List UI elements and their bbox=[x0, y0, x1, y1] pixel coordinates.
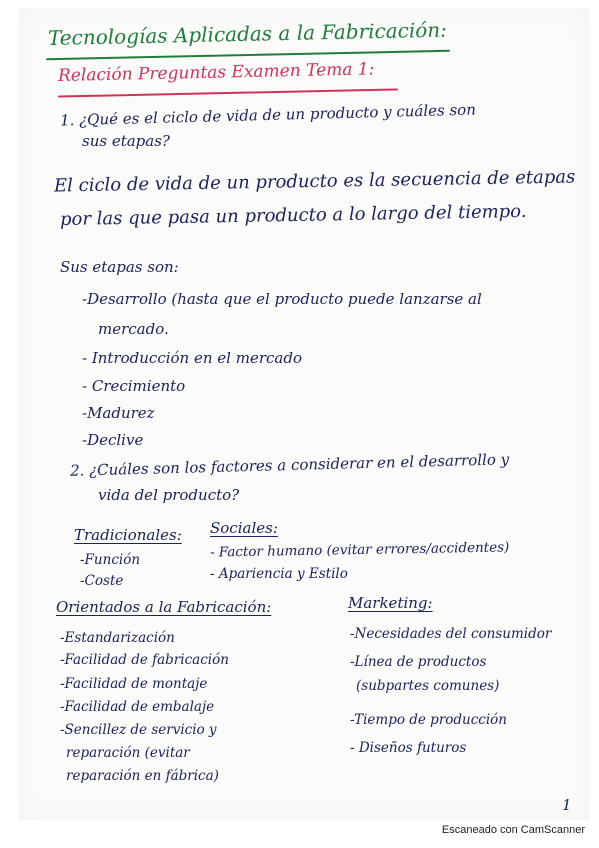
group-heading-sociales: Sociales: bbox=[210, 519, 278, 537]
title-underline bbox=[46, 50, 450, 60]
list-item: - Factor humano (evitar errores/accidentes) bbox=[209, 539, 510, 561]
list-item: -Facilidad de montaje bbox=[60, 676, 208, 692]
answer-1-line-1: El ciclo de vida de un producto es la secuencia de etapas bbox=[53, 166, 576, 197]
stages-heading: Sus etapas son: bbox=[60, 258, 179, 276]
list-item: -Necesidades del consumidor bbox=[350, 626, 552, 642]
list-item: -Función bbox=[80, 552, 141, 568]
notebook-page bbox=[18, 8, 590, 820]
stage-item: - Crecimiento bbox=[82, 377, 186, 395]
list-item: - Diseños futuros bbox=[350, 740, 467, 756]
stage-item: - Introducción en el mercado bbox=[82, 349, 302, 367]
question-1-line-2: sus etapas? bbox=[82, 132, 170, 150]
subtitle-underline bbox=[58, 88, 398, 97]
question-1-line-1: 1. ¿Qué es el ciclo de vida de un producto y cuáles son bbox=[59, 100, 477, 130]
group-heading-marketing: Marketing: bbox=[348, 594, 433, 612]
scanner-watermark: Escaneado con CamScanner bbox=[441, 824, 585, 836]
question-2-line-1: 2. ¿Cuáles son los factores a considerar en el desarrollo y bbox=[69, 450, 510, 480]
page-title: Tecnologías Aplicadas a la Fabricación: bbox=[47, 17, 448, 50]
stage-item: -Declive bbox=[82, 431, 144, 449]
list-item: reparación en fábrica) bbox=[66, 768, 219, 784]
list-item: -Facilidad de fabricación bbox=[60, 652, 229, 668]
answer-1-line-2: por las que pasa un producto a lo largo del tiempo. bbox=[59, 200, 527, 231]
list-item: (subpartes comunes) bbox=[356, 678, 500, 694]
group-heading-orientados: Orientados a la Fabricación: bbox=[56, 598, 272, 616]
list-item: -Línea de productos bbox=[350, 654, 487, 670]
list-item: -Sencillez de servicio y bbox=[60, 722, 217, 738]
stage-item: -Madurez bbox=[82, 404, 155, 422]
list-item: -Estandarización bbox=[60, 630, 175, 646]
list-item: -Coste bbox=[80, 573, 124, 589]
list-item: - Apariencia y Estilo bbox=[210, 566, 348, 582]
list-item: -Facilidad de embalaje bbox=[60, 699, 215, 715]
page-subtitle: Relación Preguntas Examen Tema 1: bbox=[57, 59, 375, 86]
list-item: reparación (evitar bbox=[66, 745, 190, 761]
list-item: -Tiempo de producción bbox=[350, 712, 507, 728]
stage-item: mercado. bbox=[98, 320, 169, 338]
stage-item: -Desarrollo (hasta que el producto puede lanzarse al bbox=[82, 290, 482, 308]
page-number: 1 bbox=[562, 796, 572, 814]
question-2-line-2: vida del producto? bbox=[98, 486, 240, 504]
group-heading-tradicionales: Tradicionales: bbox=[74, 526, 182, 544]
